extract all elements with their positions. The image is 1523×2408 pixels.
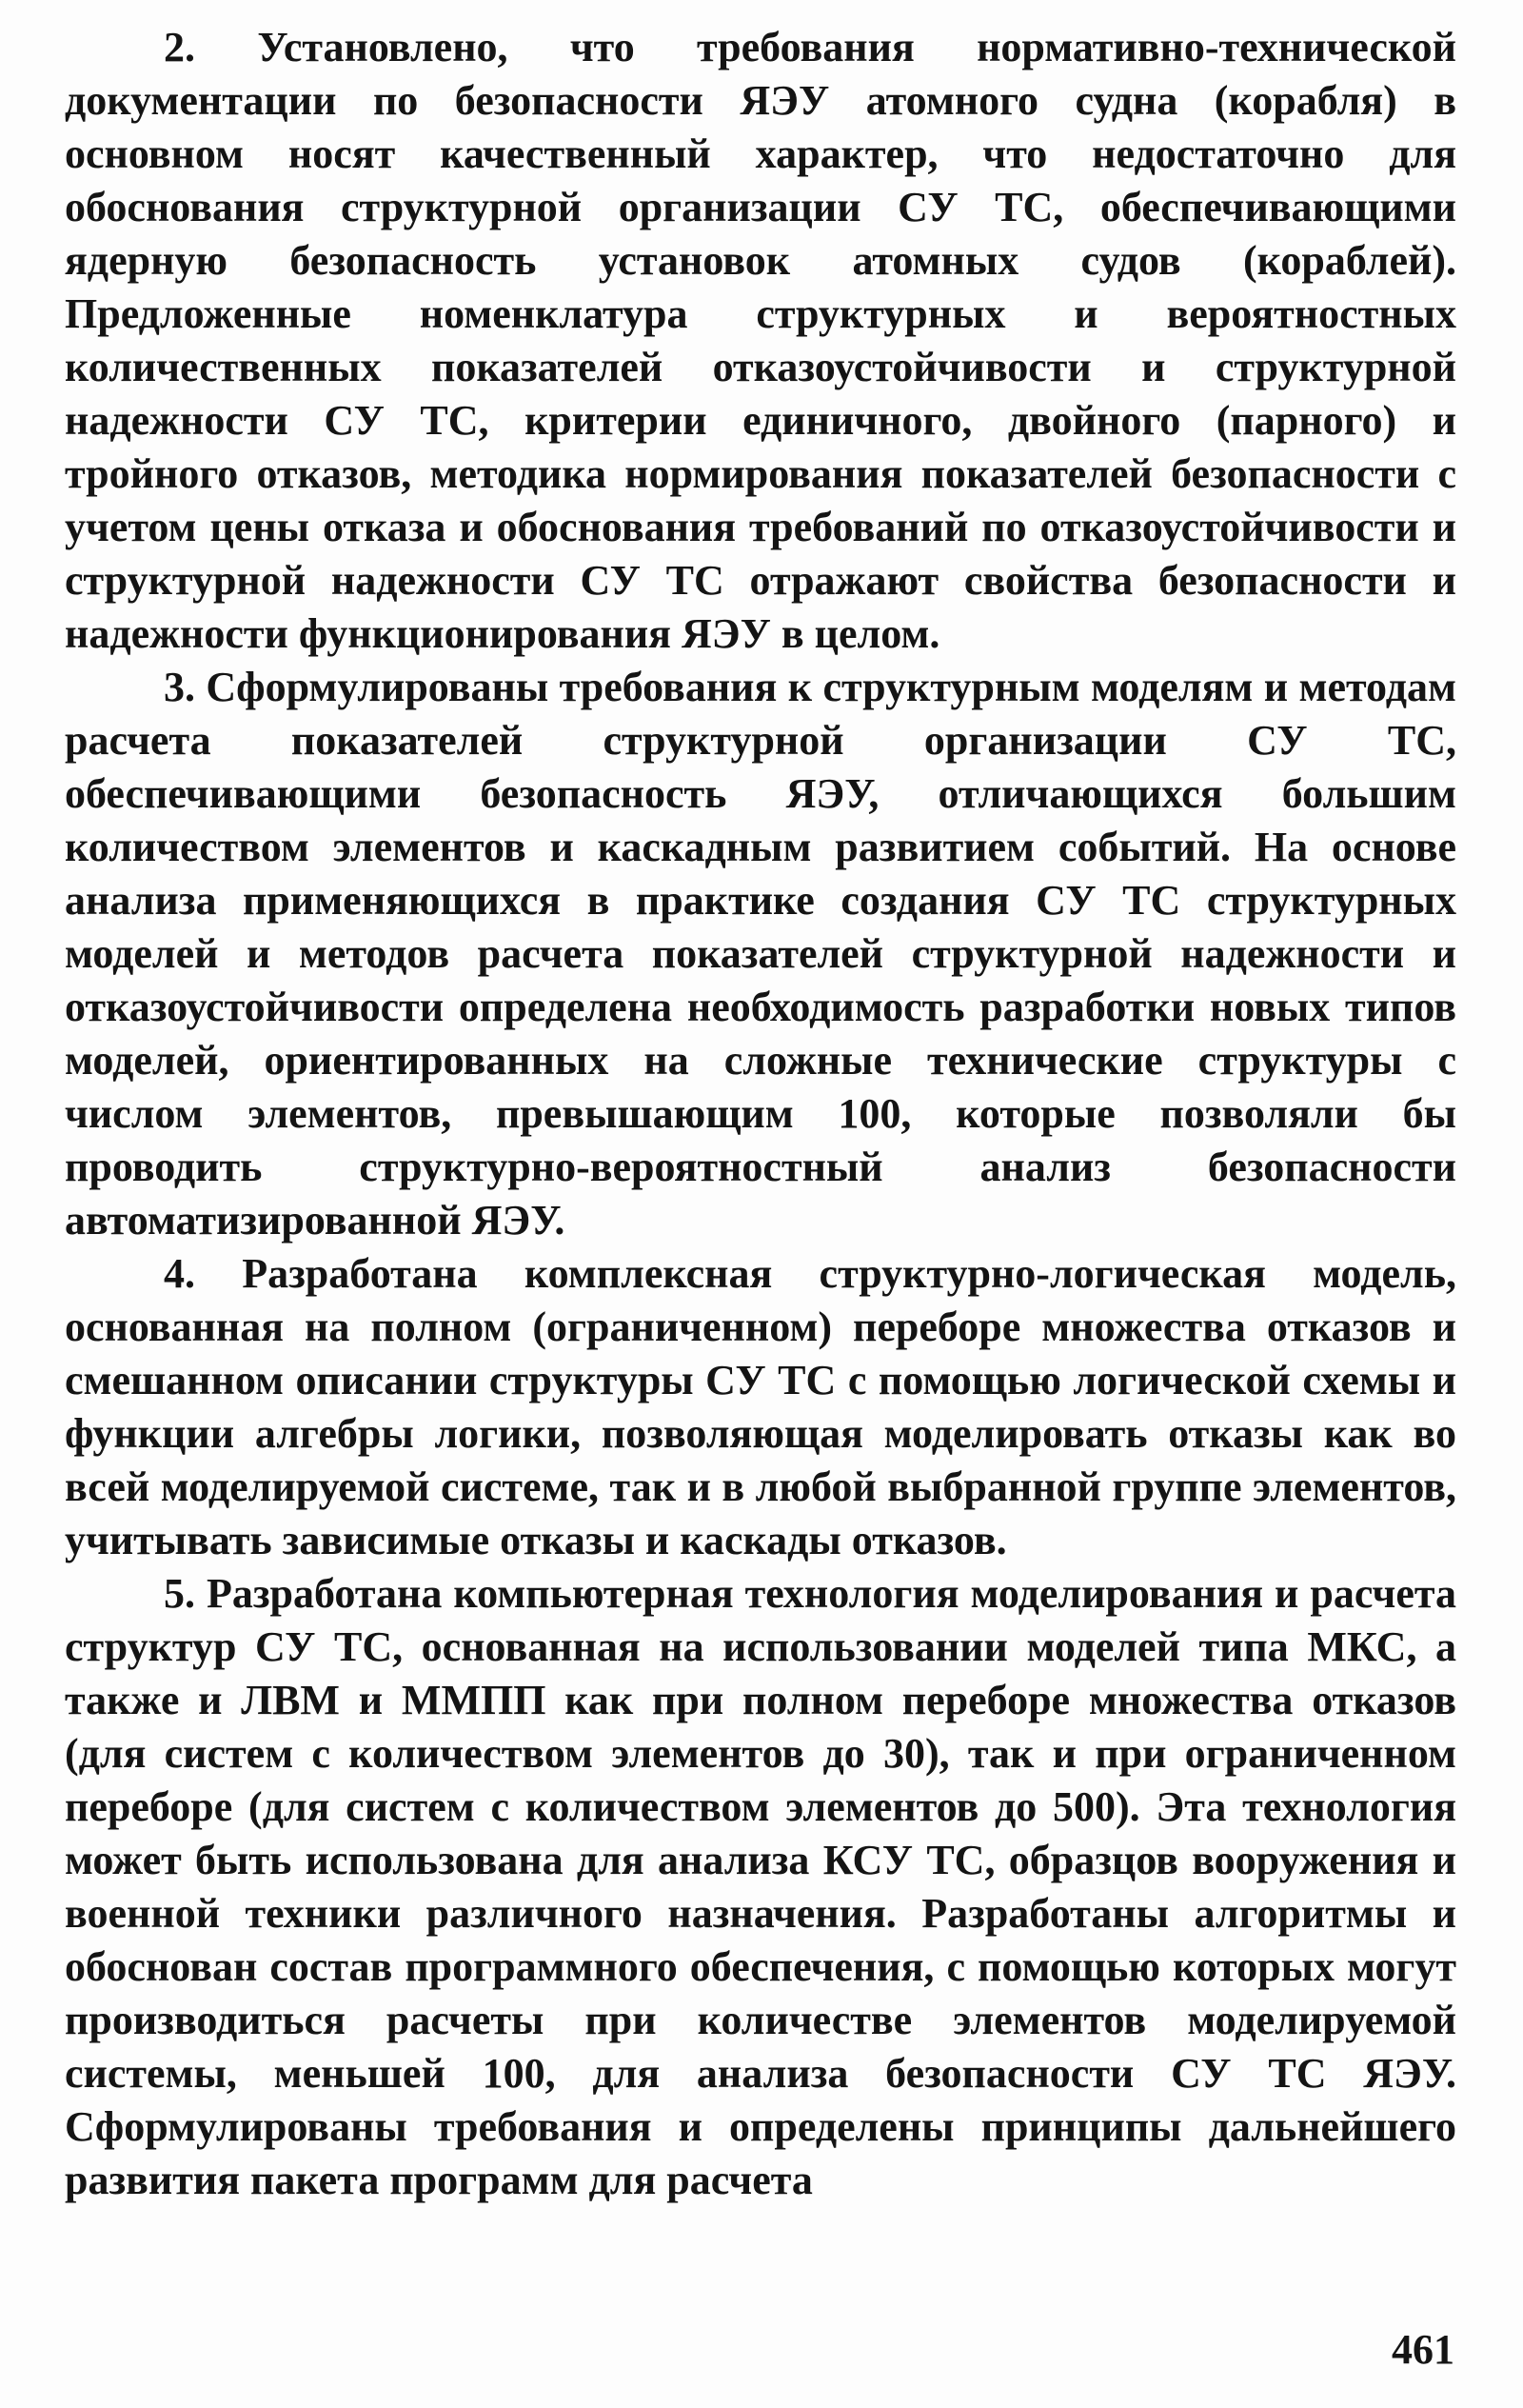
paragraph-4: 4. Разработана комплексная структурно-логическая модель, основанная на полном (ограниченном) переборе множества отказов и смешанном описании структуры СУ ТС с помощью логической схемы и функции алгебры логики, позволяющая моделировать отказы как во всей моделируемой системе, так и в любой выбранной группе элементов, учитывать зависимые отказы и каскады отказов. xyxy=(65,1250,1456,1563)
paragraph-5: 5. Разработана компьютерная технология моделирования и расчета структур СУ ТС, основанная на использовании моделей типа МКС, а также и ЛВМ и ММПП как при полном переборе множества отказов (для систем с количеством элементов до 30), так и при ограниченном переборе (для систем с количеством элементов до 500). Эта технология может быть использована для анализа КСУ ТС, образцов вооружения и военной техники различного назначения. Разработаны алгоритмы и обоснован состав программного обеспечения, с помощью которых могут производиться расчеты при количестве элементов моделируемой системы, меньшей 100, для анализа безопасности СУ ТС ЯЭУ. Сформулированы требования и определены принципы дальнейшего развития пакета программ для расчета xyxy=(65,1570,1456,2203)
page-number: 461 xyxy=(1392,2326,1454,2373)
paragraph-2: 2. Установлено, что требования нормативно-технической документации по безопасности ЯЭУ атомного судна (корабля) в основном носят качественный характер, что недостаточно для обоснования структурной организации СУ ТС, обеспечивающими ядерную безопасность установок атомных судов (кораблей). Предложенные номенклатура структурных и вероятностных количественных показателей отказоустойчивости и структурной надежности СУ ТС, критерии единичного, двойного (парного) и тройного отказов, методика нормирования показателей безопасности с учетом цены отказа и обоснования требований по отказоустойчивости и структурной надежности СУ ТС отражают свойства безопасности и надежности функционирования ЯЭУ в целом. xyxy=(65,24,1456,657)
body-text xyxy=(65,21,1456,2207)
paragraph-3: 3. Сформулированы требования к структурным моделям и методам расчета показателей структурной организации СУ ТС, обеспечивающими безопасность ЯЭУ, отличающихся большим количеством элементов и каскадным развитием событий. На основе анализа применяющихся в практике создания СУ ТС структурных моделей и методов расчета показателей структурной надежности и отказоустойчивости определена необходимость разработки новых типов моделей, ориентированных на сложные технические структуры с числом элементов, превышающим 100, которые позволяли бы проводить структурно-вероятностный анализ безопасности автоматизированной ЯЭУ. xyxy=(65,664,1456,1244)
